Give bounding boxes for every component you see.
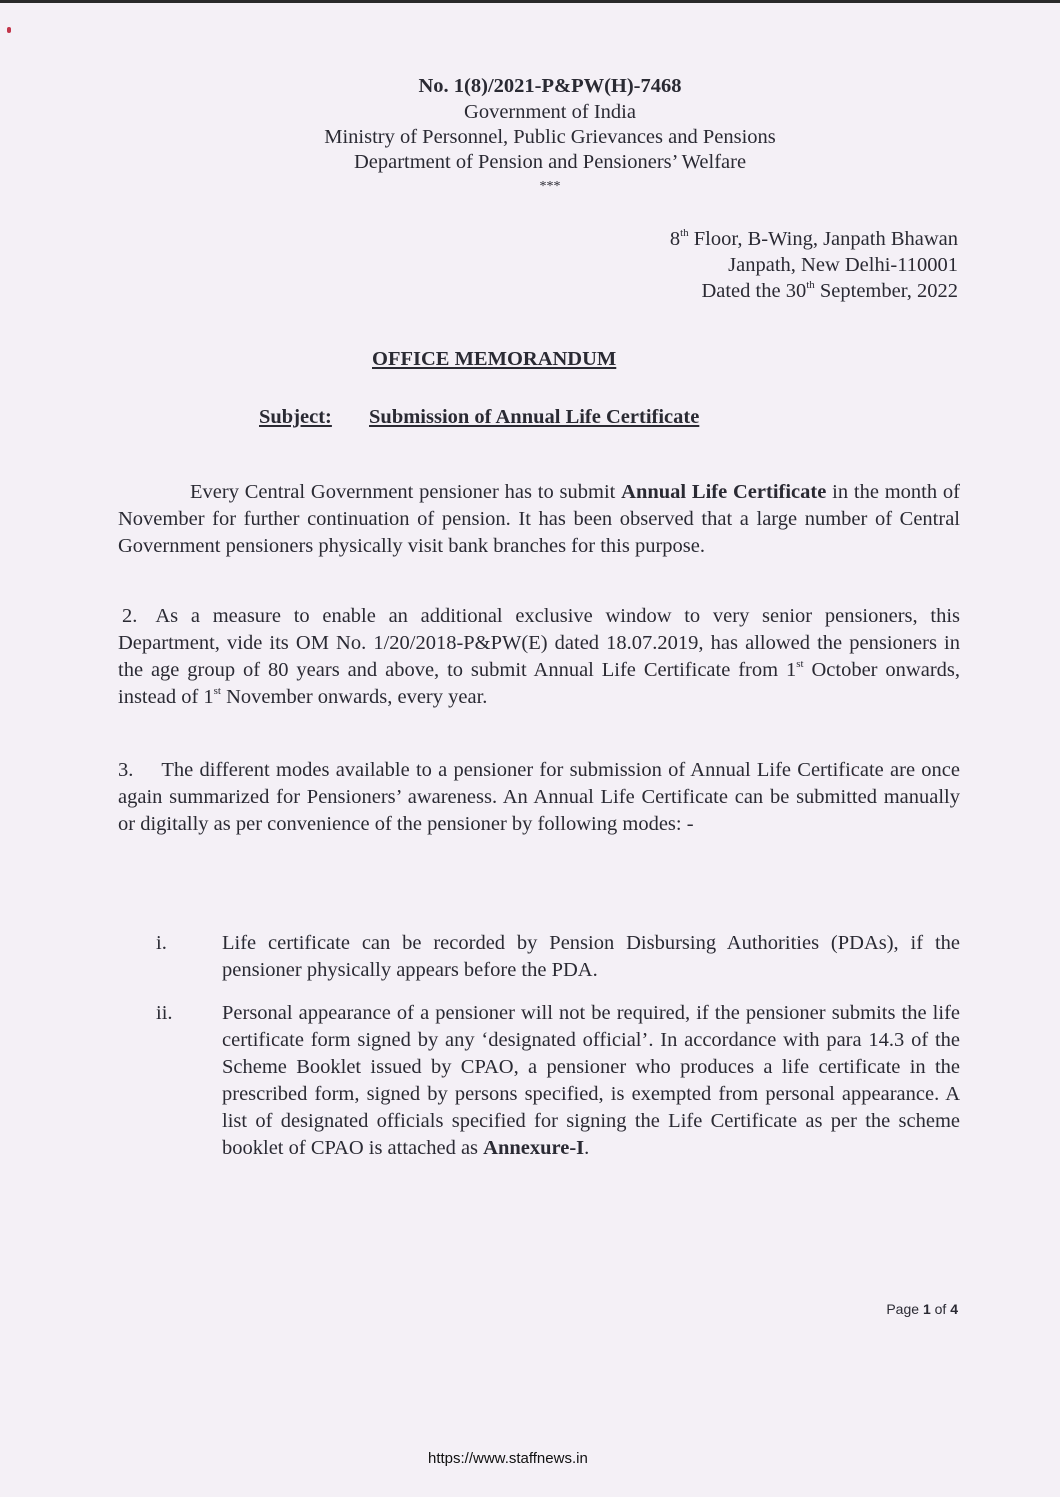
text: Dated the 30 (701, 280, 807, 302)
text: st (213, 685, 221, 697)
ministry-line: Ministry of Personnel, Public Grievances and Pensions (324, 126, 776, 148)
text: November onwards, every year. (221, 686, 488, 708)
separator: *** (539, 179, 561, 194)
text: in the month of November for further continuation of pension. It has been observed that a large number of Central Government pensioners physically visit bank branches for this purpose. (118, 481, 960, 557)
department-line: Department of Pension and Pensioners’ Welfare (353, 151, 747, 173)
address-line-1 (670, 226, 958, 252)
text: th (806, 279, 815, 291)
paragraph-2 (118, 603, 960, 711)
scan-edge-line (0, 0, 1060, 3)
list-text: Life certificate can be recorded by Pension Disbursing Authorities (PDAs), if the pensioner physically appears before the PDA. (222, 932, 960, 981)
government-line: Government of India (464, 101, 636, 123)
paragraph-number: 3. (118, 759, 134, 781)
text: Floor, B-Wing, Janpath Bhawan (688, 228, 958, 250)
paragraph-1 (118, 479, 960, 560)
text: of (930, 1301, 951, 1317)
text: 8 (669, 228, 681, 250)
date-line (701, 278, 958, 304)
paragraph-number: 2. (122, 605, 138, 627)
subject-text: Submission of Annual Life Certificate (369, 406, 700, 428)
bold-text: Annexure-I (483, 1137, 585, 1159)
text: Personal appearance of a pensioner will not be required, if the pensioner submits the life certificate form signed by any ‘designated official’. In accordance with para 14.3 of the Scheme Booklet issued by CPAO, a pensioner who produces a life certificate in the prescribed form, signed by persons specified, is exempted from personal appearance. A list of designated officials specified for signing the Life Certificate as per the scheme booklet of CPAO is attached as (222, 1002, 960, 1159)
page-number (886, 1301, 958, 1317)
address-line-2: Janpath, New Delhi-110001 (728, 254, 958, 276)
list-item (118, 930, 960, 984)
memo-title: OFFICE MEMORANDUM (372, 348, 617, 370)
list-number: ii. (156, 1002, 173, 1024)
text: 4 (950, 1301, 958, 1317)
text: As a measure to enable an additional exclusive window to very senior pensioners, this Department, vide its OM No. 1/20/2018-P&PW(E) dated 18.07.2019, has allowed the pensioners in the age group of 80 years and above, to submit Annual Life Certificate from 1 (118, 605, 960, 681)
subject-line (259, 406, 699, 429)
subject-label: Subject: (259, 406, 332, 428)
text: October onwards, instead of 1 (118, 659, 960, 708)
list-item (118, 1000, 960, 1162)
list-text (222, 1000, 960, 1162)
paragraph-3 (118, 757, 960, 838)
text: st (796, 658, 804, 670)
source-url[interactable]: https://www.staffnews.in (428, 1450, 588, 1467)
file-number: No. 1(8)/2021-P&PW(H)-7468 (418, 75, 682, 97)
text: Page (886, 1301, 923, 1317)
list-number: i. (156, 932, 167, 954)
text: Every Central Government pensioner has to submit (190, 481, 622, 503)
text: The different modes available to a pensioner for submission of Annual Life Certificate are once again summarized for Pensioners’ awareness. An Annual Life Certificate can be submitted manually or digitally as per convenience of the pensioner by following modes: - (118, 759, 960, 835)
text: 1 (922, 1301, 931, 1317)
bold-text: Annual Life Certificate (621, 481, 827, 503)
text: th (680, 227, 689, 239)
text: . (584, 1137, 590, 1159)
text: September, 2022 (814, 280, 958, 302)
scan-mark (7, 27, 11, 33)
